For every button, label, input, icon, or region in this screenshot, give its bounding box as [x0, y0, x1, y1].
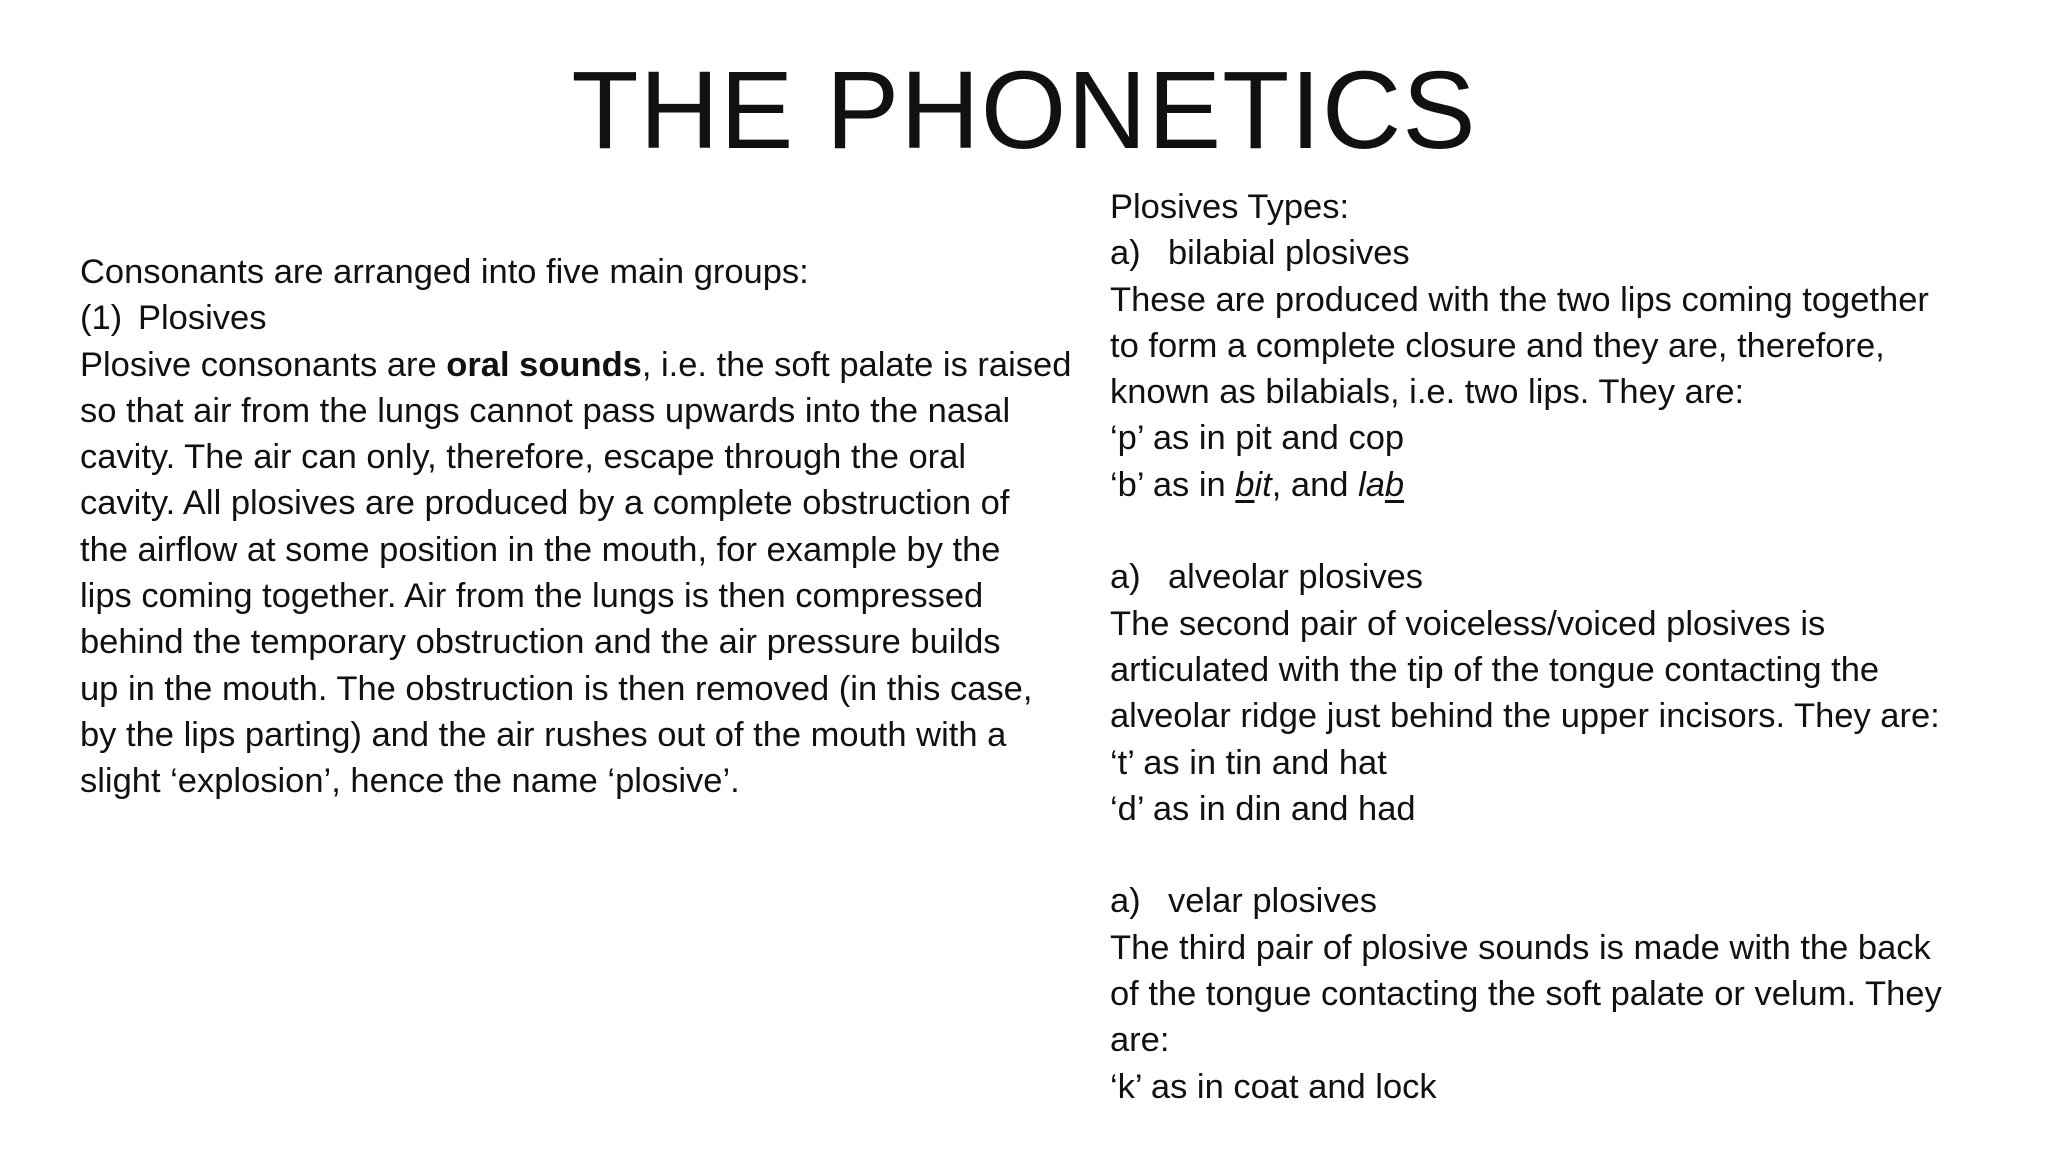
plosives-types-heading: Plosives Types:	[1110, 188, 1350, 226]
example-line-b	[1110, 462, 1942, 508]
paragraph-line: up in the mouth. The obstruction is then removed (in this case,	[80, 669, 1033, 708]
paragraph-line: cavity. All plosives are produced by a complete obstruction of	[80, 484, 1010, 523]
list-item-number: (1)	[80, 299, 123, 338]
alveolar-heading	[1110, 554, 1942, 600]
paragraph-line: The third pair of plosive sounds is made with the back	[1110, 928, 1931, 967]
bilabial-heading	[1110, 230, 1942, 276]
paragraph-line: so that air from the lungs cannot pass upwards into the nasal	[80, 391, 1011, 430]
list-marker: a)	[1110, 234, 1141, 273]
paragraph-line: These are produced with the two lips coming together	[1110, 280, 1929, 319]
text-run: , i.e. the soft palate is raised	[641, 345, 1072, 384]
left-column	[80, 249, 1071, 805]
text-run: , and	[1271, 465, 1359, 504]
paragraph-line: alveolar ridge just behind the upper incisors. They are:	[1110, 697, 1940, 736]
paragraph-line: known as bilabials, i.e. two lips. They are:	[1110, 373, 1745, 412]
example-word-rest: la	[1358, 465, 1385, 504]
intro-text: Consonants are arranged into five main groups:	[80, 253, 809, 291]
paragraph-line: are:	[1110, 1021, 1170, 1060]
text-run: Plosive consonants are	[80, 345, 447, 384]
paragraph-line: by the lips parting) and the air rushes out of the mouth with a	[80, 715, 1007, 754]
example-line: ‘d’ as in din and had	[1110, 789, 1416, 828]
paragraph-line: lips coming together. Air from the lungs is then compressed	[80, 577, 984, 616]
right-column	[1110, 184, 1942, 1110]
slide-title: THE PHONETICS	[571, 49, 1477, 172]
list-item-label: Plosives	[138, 299, 267, 338]
paragraph-line: slight ‘explosion’, hence the name ‘plosive’.	[80, 762, 740, 801]
example-word-rest: it	[1254, 465, 1272, 504]
section-label: velar plosives	[1168, 882, 1378, 921]
paragraph-line: of the tongue contacting the soft palate or velum. They	[1110, 975, 1942, 1014]
example-line: ‘k’ as in coat and lock	[1110, 1067, 1437, 1106]
paragraph-line: the airflow at some position in the mouth, for example by the	[80, 530, 1001, 569]
list-marker: a)	[1110, 882, 1141, 921]
example-line: ‘p’ as in pit and cop	[1110, 419, 1405, 458]
paragraph-line: The second pair of voiceless/voiced plosives is	[1110, 604, 1826, 643]
spacer	[1110, 832, 1942, 878]
section-label: bilabial plosives	[1168, 234, 1410, 273]
example-word-underline: b	[1235, 465, 1255, 504]
velar-heading	[1110, 878, 1942, 924]
example-line: ‘t’ as in tin and hat	[1110, 743, 1387, 782]
paragraph-line	[80, 342, 1071, 388]
example-word-underline: b	[1384, 465, 1405, 504]
text-run: ‘b’ as in	[1110, 465, 1236, 504]
section-label: alveolar plosives	[1168, 558, 1424, 597]
paragraph-line: articulated with the tip of the tongue contacting the	[1110, 650, 1880, 689]
paragraph-line: cavity. The air can only, therefore, escape through the oral	[80, 438, 966, 477]
list-item-plosives	[80, 295, 1071, 341]
paragraph-line: to form a complete closure and they are, therefore,	[1110, 326, 1885, 365]
paragraph-line: behind the temporary obstruction and the air pressure builds	[80, 623, 1001, 662]
bold-term: oral sounds	[446, 345, 642, 384]
spacer	[1110, 508, 1942, 554]
list-marker: a)	[1110, 558, 1141, 597]
